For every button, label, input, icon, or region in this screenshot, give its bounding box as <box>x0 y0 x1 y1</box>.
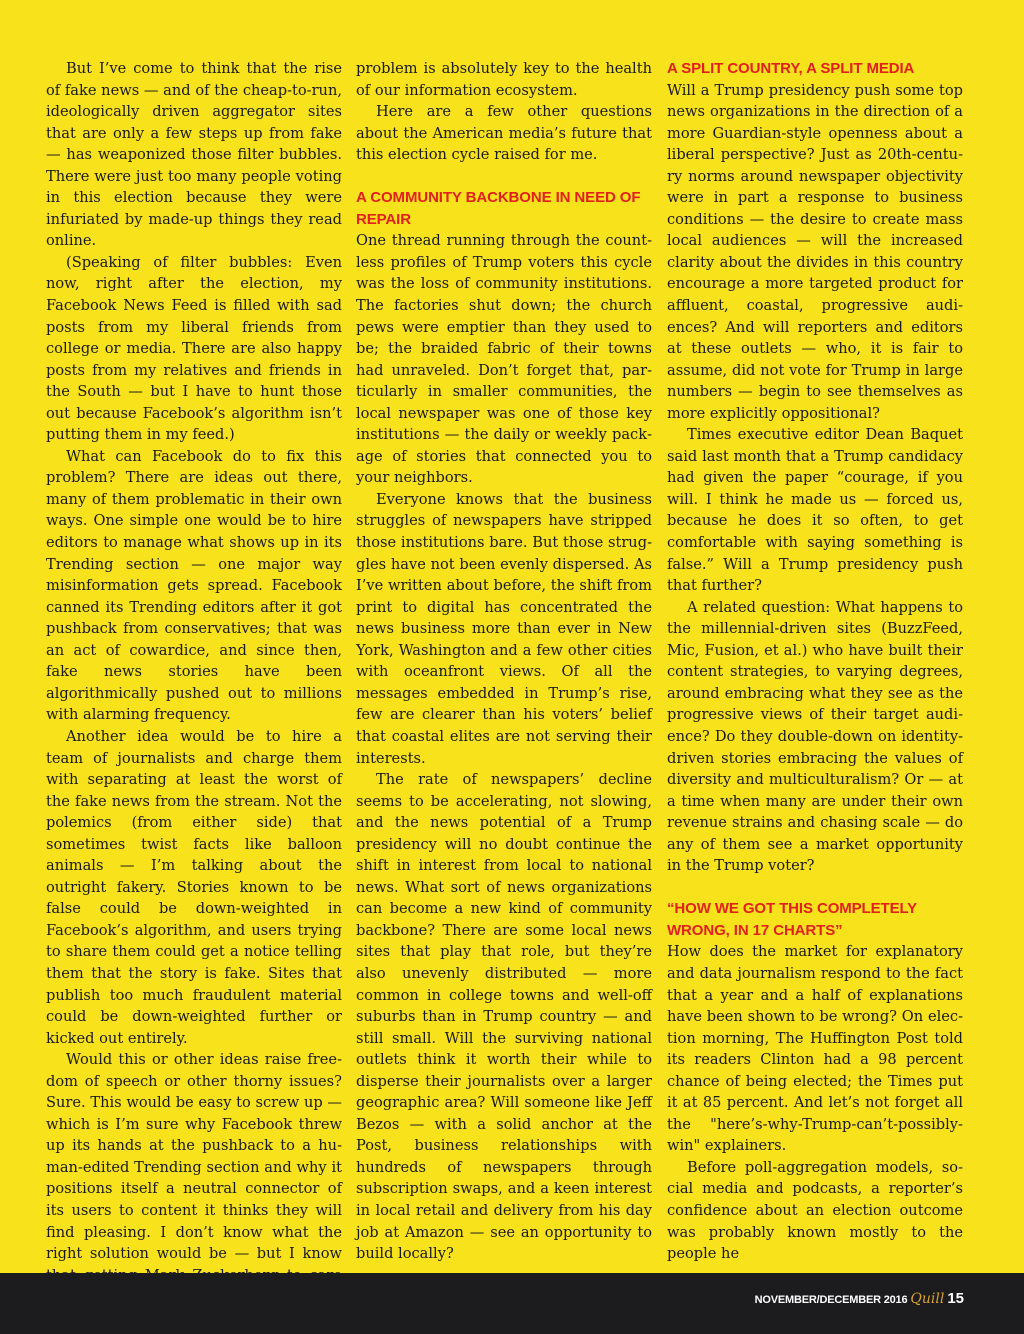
paragraph: But I’ve come to think that the rise of fake news — and of the cheap-to-run, ideologically driven aggregator sites that are only a few steps up from fake — has weaponized those filter bubbles. There were just too many people voting in this election because they were infuriated by made-up things they read online. <box>46 60 342 250</box>
paragraph: Another idea would be to hire a team of journalists and charge them with separating at least the worst of the fake news from the stream. Not the polemics (from either side) that sometimes twist facts like balloon animals — I’m talking about the outright fakery. Stories known to be false could be down-weighted in Facebook’s algorithm, and users trying to share them could get a notice telling them that the story is fake. Sites that publish too much fraudulent material could be down-weighted further or kicked out entirely. <box>46 727 342 1047</box>
section-heading-17-charts: “HOW WE GOT THIS COMPLETELY WRONG, IN 17 CHARTS” <box>667 900 917 939</box>
folio <box>755 1290 964 1308</box>
paragraph: Will a Trump presidency push some top news organizations in the direction of a more Guardian-style openness about a liberal perspective? Just as 20th-century norms around newspaper objectivity were in part a response to business conditions — the desire to create mass local audiences — will the increased clarity about the divides in this country encourage a more targeted product for affluent, coastal, progressive audiences? And will reporters and editors at these outlets — who, it is fair to assume, did not vote for Trump in large numbers — begin to see themselves as more explicitly oppositional? <box>667 81 963 422</box>
magazine-logo: Quill <box>910 1291 945 1307</box>
column-1 <box>46 58 342 1308</box>
paragraph: Here are a few other questions about the American media’s future that this election cycle raised for me. <box>356 103 652 164</box>
issue-date: NOVEMBER/DECEMBER 2016 <box>754 1294 908 1306</box>
paragraph: A related question: What happens to the millennial-driven sites (BuzzFeed, Mic, Fusion, et al.) who have built their content strategies, to varying degrees, around embracing what they see as the progressive views of their target audience? Do they double-down on identity-driven stories embracing the values of diversity and multiculturalism? Or — at a time when many are under their own revenue strains and chasing scale — do any of them see a market opportunity in the Trump voter? <box>667 598 963 875</box>
page-number: 15 <box>947 1290 964 1307</box>
section-heading-split-country: A SPLIT COUNTRY, A SPLIT MEDIA <box>667 60 915 77</box>
paragraph: (Speaking of filter bubbles: Even now, right after the election, my Facebook News Feed is filled with sad posts from my liberal friends from college or media. There are also happy posts from my relatives and friends in the South — but I have to hunt those out because Facebook’s algorithm isn’t putting them in my feed.) <box>46 253 342 444</box>
column-2 <box>356 58 652 1265</box>
paragraph: Before poll-aggregation models, social media and podcasts, a reporter’s confidence about an election outcome was probably known mostly to the people he <box>667 1158 963 1263</box>
column-3 <box>667 58 963 1265</box>
paragraph: The rate of newspapers’ decline seems to be accelerating, not slowing, and the news potential of a Trump presidency will no doubt continue the shift in interest from local to national news. What sort of news organizations can become a new kind of community backbone? There are some local news sites that play that role, but they’re also unevenly distributed — more common in college towns and well-off suburbs than in Trump country — and still small. Will the surviving national outlets think it worth their while to disperse their journalists over a larger geographic area? Will someone like Jeff Bezos — with a solid anchor at the Post, business relationships with hundreds of newspapers through subscription swaps, and a keen interest in local retail and delivery from his day job at Amazon — see an opportunity to build locally? <box>356 771 652 1263</box>
paragraph: What can Facebook do to fix this problem? There are ideas out there, many of them problematic in their own ways. One simple one would be to hire editors to manage what shows up in its Trending section — one major way misinformation gets spread. Facebook canned its Trending editors after it got pushback from conservatives; that was an act of cowardice, and since then, fake news stories have been algorithmically pushed out to millions with alarming frequency. <box>46 447 342 724</box>
paragraph: How does the market for explanatory and data journalism respond to the fact that a year and a half of explanations have been shown to be wrong? On election morning, The Huffington Post told its readers Clinton had a 98 percent chance of being elected; the Times put it at 85 percent. And let’s not forget all the "here’s-why-Trump-can’t-possibly-win" explainers. <box>667 943 963 1155</box>
paragraph: problem is absolutely key to the health of our information ecosystem. <box>356 60 652 99</box>
section-heading-community-backbone: A COMMUNITY BACKBONE IN NEED OF REPAIR <box>356 189 641 228</box>
paragraph: One thread running through the countless profiles of Trump voters this cycle was the loss of community institutions. The factories shut down; the church pews were emptier than they used to be; the braided fabric of their towns had unraveled. Don’t forget that, particularly in smaller communities, the local newspaper was one of those key institutions — the daily or weekly package of stories that connected you to your neighbors. <box>356 232 652 487</box>
paragraph: Would this or other ideas raise freedom of speech or other thorny issues? Sure. This would be easy to screw up — which is I’m sure why Facebook threw up its hands at the pushback to a human-edited Trending section and why it positions itself a neutral connector of its users to content it thinks they will find pleasing. I don’t know what the right solution would be — but I know <box>46 1051 342 1263</box>
paragraph: Everyone knows that the business struggles of newspapers have stripped those institutions bare. But those struggles have not been evenly dispersed. As I’ve written about before, the shift from print to digital has concentrated the news business more than ever in New York, Washington and a few other cities with oceanfront views. Of all the messages embedded in Trump’s rise, few are clearer than his voters’ belief that coastal elites are not serving their interests. <box>356 490 652 767</box>
paragraph: Times executive editor Dean Baquet said last month that a Trump candidacy had given the paper “courage, if you will. I think he made us — forced us, because he does it so often, to get comfortable with saying something is false.” Will a Trump presidency push that further? <box>667 426 963 595</box>
page-footer <box>0 1273 1024 1334</box>
